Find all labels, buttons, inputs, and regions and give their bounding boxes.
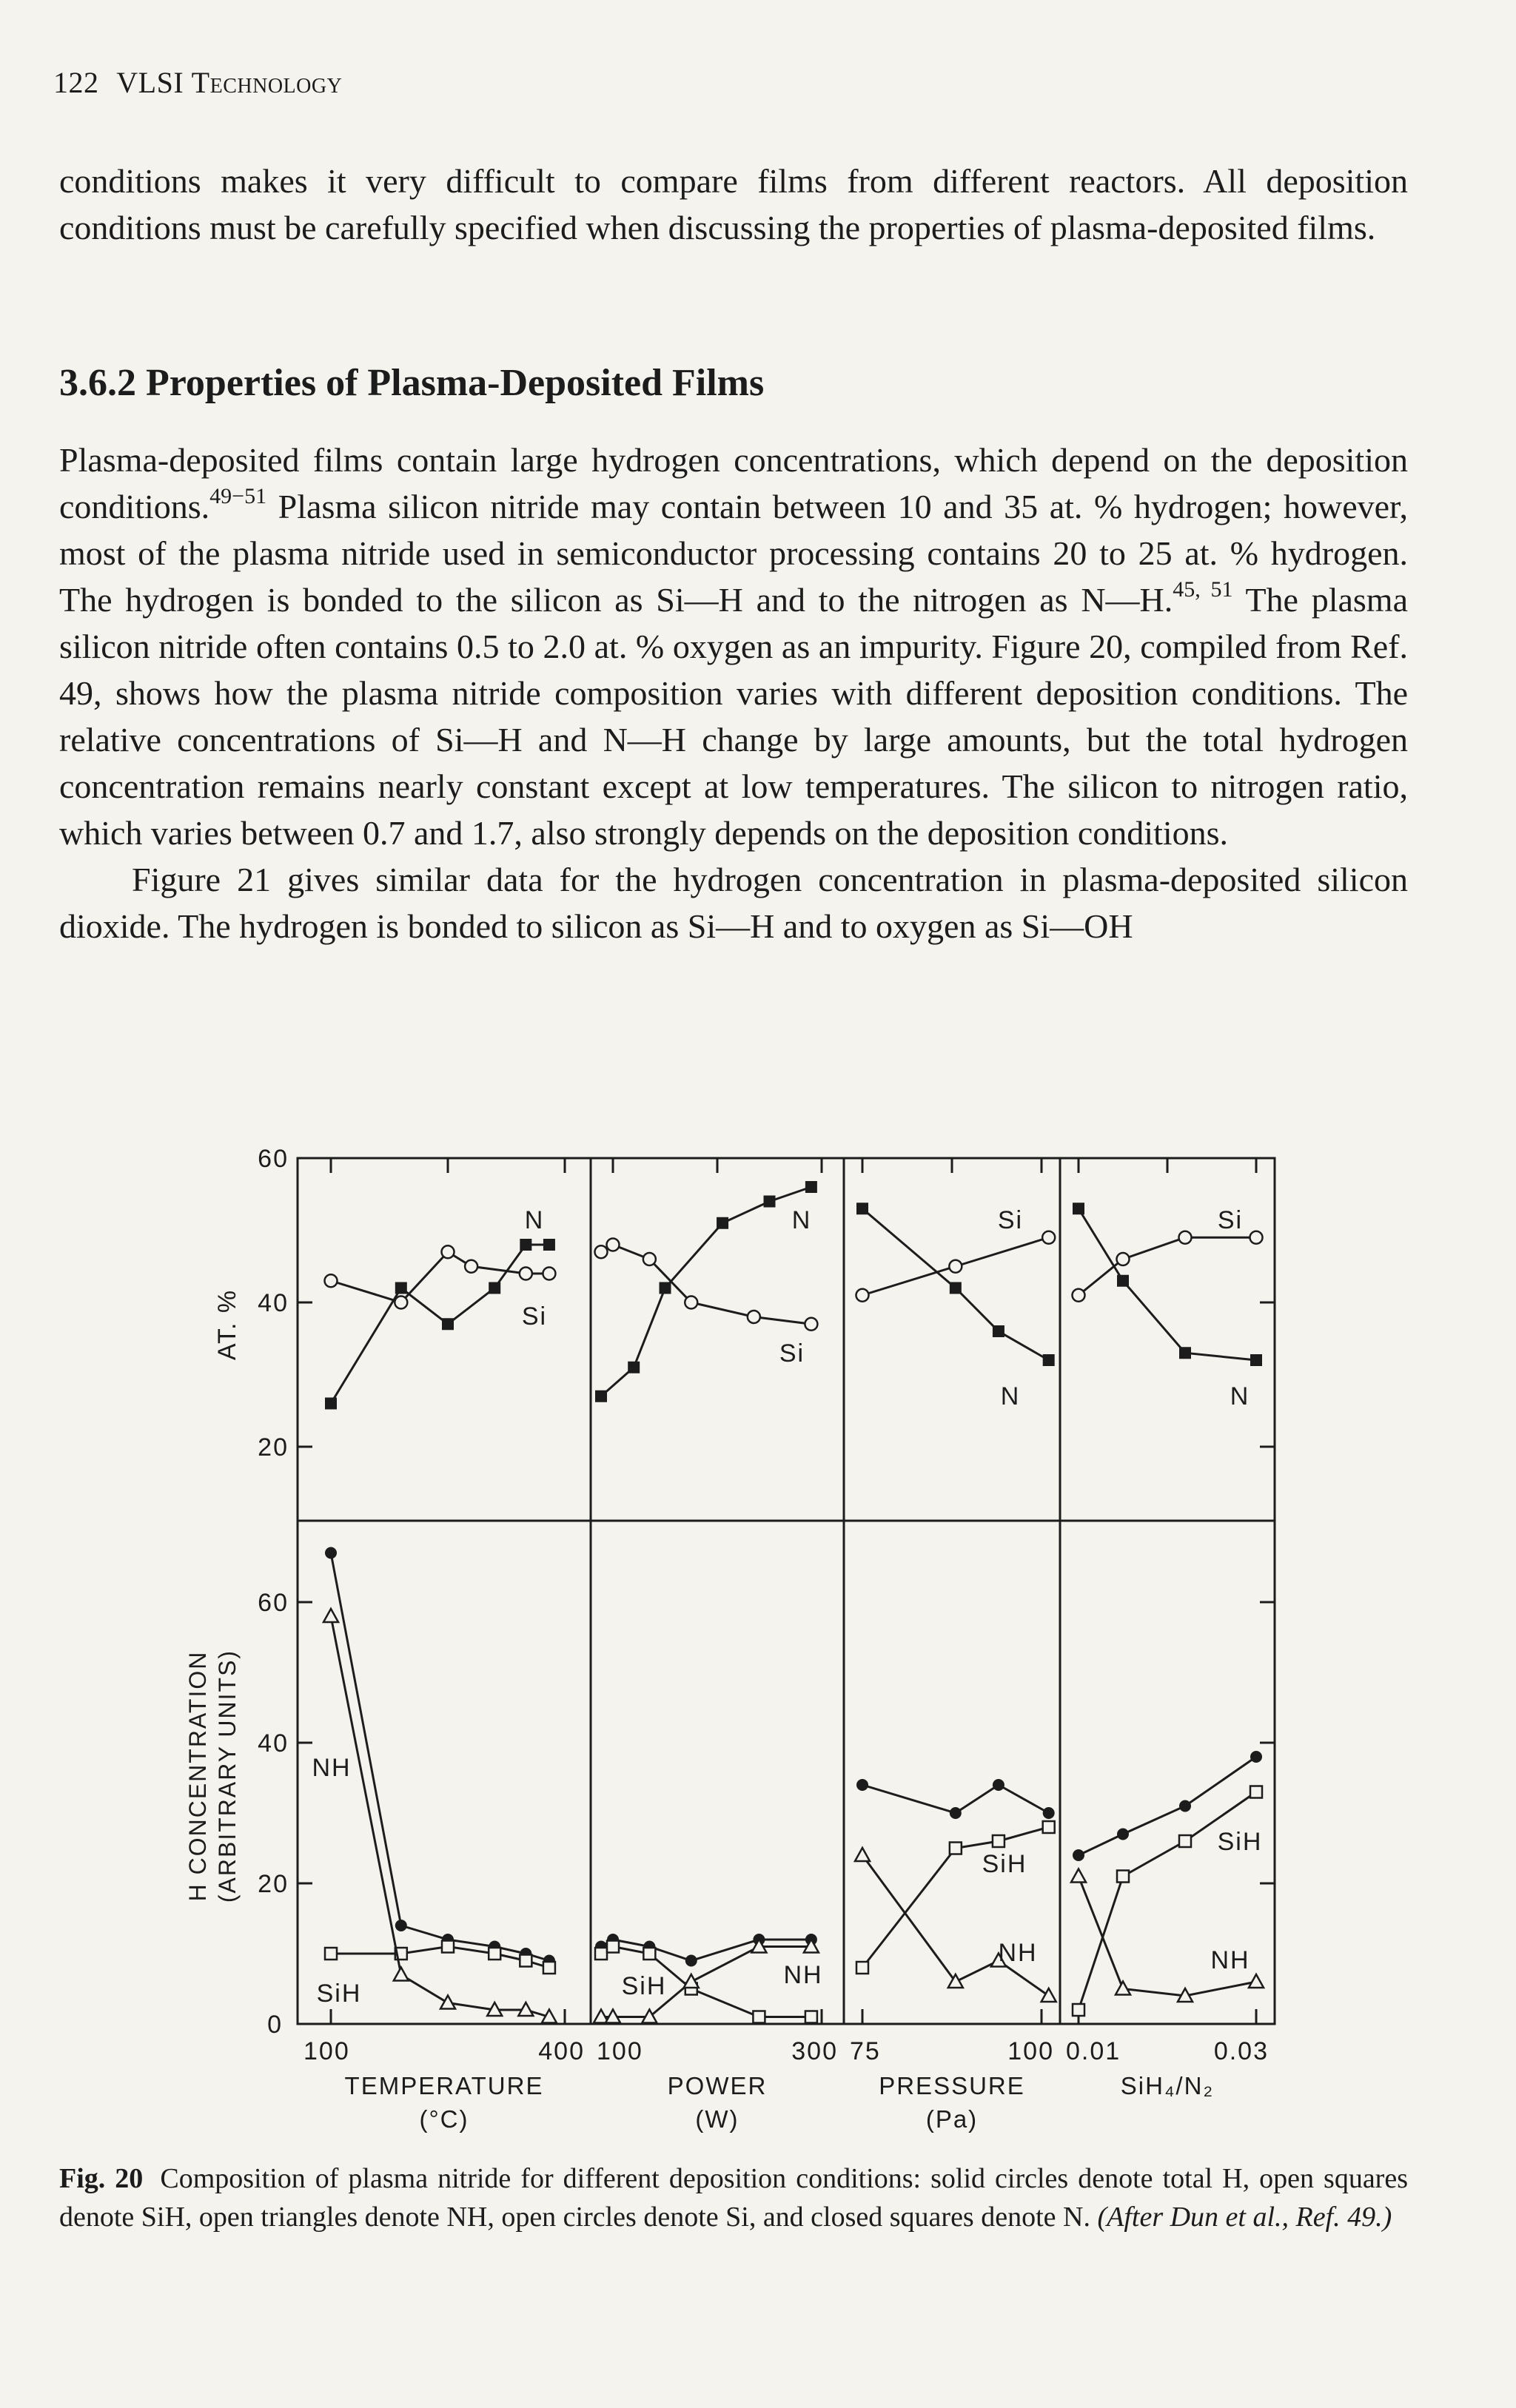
marker-open-square [1073,2004,1084,2016]
series-label-NH: NH [1210,1946,1250,1974]
series-NH-line [1079,1877,1256,1997]
reference-superscript-b: 45, 51 [1173,576,1233,602]
running-title-prefix: VLSI [116,66,184,99]
marker-open-circle [395,1297,407,1309]
series-label-NH: NH [312,1754,352,1782]
x-tick-label: 100 [597,2037,643,2065]
x-axis-title-units: (W) [695,2105,739,2133]
marker-closed-square [489,1282,500,1294]
y-tick-label-bottom: 0 [267,2011,283,2039]
series-label-SiH: SiH [621,1972,667,2000]
x-tick-label: 400 [538,2037,585,2065]
x-axis-title: PRESSURE [879,2072,1025,2099]
marker-closed-square [717,1217,728,1229]
marker-closed-square [543,1239,555,1251]
marker-open-square [805,2011,817,2023]
marker-open-square [1043,1821,1055,1833]
marker-open-circle [1179,1231,1192,1244]
series-Si-line [1079,1237,1256,1295]
x-tick-label: 100 [1007,2037,1054,2065]
marker-closed-square [1043,1354,1055,1366]
series-label-NH: NH [783,1961,823,1989]
caption-label: Fig. 20 [59,2163,144,2194]
x-axis-title: POWER [667,2072,768,2099]
series-label-N: N [1230,1382,1250,1410]
series-label-Si: Si [779,1339,805,1368]
series-label-N: N [524,1206,545,1234]
x-axis-title: TEMPERATURE [344,2072,544,2099]
marker-open-square [1117,1871,1129,1883]
marker-open-circle [1073,1289,1085,1302]
marker-open-circle [520,1268,532,1280]
series-label-Si: Si [521,1302,548,1331]
marker-solid-circle [1117,1829,1129,1840]
marker-open-square [643,1948,655,1960]
marker-open-square [442,1941,454,1953]
x-tick-label: 75 [850,2037,881,2065]
marker-open-square [993,1835,1004,1847]
running-title-rest: Technology [191,66,343,99]
paragraph-1-text: conditions makes it very difficult to compare films from different reactors. All deposition conditions must be carefully specified when discussing the properties of plasma-deposited films. [59,162,1408,246]
marker-closed-square [628,1362,640,1373]
marker-open-triangle [1071,1869,1086,1883]
marker-closed-square [442,1318,454,1330]
y-tick-label-top: 20 [258,1433,289,1462]
marker-open-square [950,1843,962,1854]
series-label-SiH: SiH [1217,1828,1263,1856]
marker-open-circle [748,1311,760,1323]
x-tick-label: 300 [791,2037,838,2065]
x-axis-title: SiH₄/N₂ [1120,2072,1215,2099]
marker-open-circle [325,1274,338,1287]
marker-closed-square [993,1325,1004,1337]
marker-open-triangle [684,1974,699,1988]
reference-superscript-a: 49−51 [209,483,267,508]
marker-open-triangle [1042,1988,1056,2002]
body-text [59,437,1408,949]
marker-open-circle [1250,1231,1263,1244]
marker-open-circle [442,1245,455,1258]
marker-closed-square [856,1203,868,1214]
marker-open-square [543,1962,555,1974]
series-label-SiH: SiH [982,1850,1027,1878]
marker-open-triangle [1116,1982,1130,1995]
series-SiH-line [331,1947,549,1968]
paragraph-2-part-c: The plasma silicon nitride often contains 0.5 to 2.0 at. % oxygen as an impurity. Figure 20, compiled from Ref. 49, shows how the plasma nitride composition varies with different deposition conditions. The relative concentrations of Si—H and N—H change by large amounts, but the total hydrogen concentration remains nearly constant except at low temperatures. The silicon to nitrogen ratio, which varies between 0.7 and 1.7, also strongly depends on the deposition conditions. [59,581,1409,852]
marker-closed-square [950,1282,962,1294]
paragraph-2 [59,437,1408,856]
marker-solid-circle [1043,1807,1055,1819]
marker-solid-circle [325,1547,337,1559]
marker-closed-square [1179,1347,1191,1359]
series-Si-line [601,1245,811,1324]
y-axis-title-top: AT. % [213,1288,241,1361]
marker-open-square [607,1941,619,1953]
y-tick-label-bottom: 40 [258,1729,289,1758]
marker-open-square [595,1948,607,1960]
marker-open-circle [685,1297,697,1309]
paragraph-2-part-b: Plasma silicon nitride may contain between 10 and 35 at. % hydrogen; however, most of the plasma nitride used in semiconductor processing contains 20 to 25 at. % hydrogen. The hydrogen is bonded to the silicon as Si—H and to the nitrogen as N—H. [59,488,1408,619]
page-number: 122 [53,66,99,99]
marker-open-circle [949,1260,962,1273]
marker-open-square [1179,1835,1191,1847]
marker-open-circle [595,1245,608,1258]
marker-closed-square [805,1181,817,1193]
figure-caption [59,2159,1408,2236]
series-label-N: N [1000,1382,1021,1410]
marker-closed-square [1250,1354,1262,1366]
series-NH-line [331,1616,549,2017]
marker-open-triangle [394,1968,409,1981]
marker-closed-square [660,1282,671,1294]
marker-solid-circle [993,1779,1004,1791]
y-tick-label-top: 60 [258,1145,289,1173]
marker-solid-circle [395,1920,407,1931]
y-axis-title-bottom-line1: H CONCENTRATION [184,1650,211,1902]
caption-citation: (After Dun et al., Ref. 49.) [1097,2202,1392,2233]
marker-solid-circle [950,1807,962,1819]
marker-closed-square [395,1282,407,1294]
section-heading: 3.6.2 Properties of Plasma-Deposited Films [59,362,765,404]
marker-closed-square [1117,1275,1129,1287]
marker-solid-circle [685,1955,697,1967]
marker-open-circle [1117,1253,1130,1265]
marker-open-circle [856,1289,869,1302]
series-label-Si: Si [997,1206,1024,1234]
marker-open-circle [465,1260,477,1273]
marker-closed-square [1073,1203,1084,1214]
marker-open-circle [643,1253,656,1265]
x-axis-title-units: (Pa) [925,2105,979,2133]
marker-closed-square [325,1398,337,1410]
x-tick-label: 0.01 [1066,2037,1121,2065]
series-label-Si: Si [1217,1206,1244,1234]
figure-20-chart [0,1125,1516,2146]
marker-open-triangle [440,1996,455,2009]
series-N-line [331,1245,549,1404]
y-tick-label-top: 40 [258,1289,289,1317]
paragraph-3: Figure 21 gives similar data for the hydrogen concentration in plasma-deposited silicon dioxide. The hydrogen is bonded to silicon as Si—H and to oxygen as Si—OH [59,861,1408,945]
series-label-N: N [791,1206,812,1234]
marker-open-square [753,2011,765,2023]
marker-open-square [325,1948,337,1960]
x-tick-label: 100 [303,2037,350,2065]
series-label-NH: NH [998,1939,1038,1967]
paragraph-1 [59,158,1408,251]
series-total-H-line [331,1553,549,1961]
marker-open-circle [805,1318,817,1331]
marker-open-triangle [323,1609,338,1622]
marker-open-square [1250,1786,1262,1798]
marker-open-circle [543,1268,555,1280]
series-SiH-line [1079,1792,1256,2011]
x-tick-label: 0.03 [1213,2037,1269,2065]
x-axis-title-units: (°C) [419,2105,469,2133]
y-tick-label-bottom: 20 [258,1870,289,1898]
marker-solid-circle [1250,1751,1262,1763]
marker-solid-circle [856,1779,868,1791]
running-head [53,65,342,100]
caption-text: Composition of plasma nitride for different deposition conditions: solid circles denote total H, open squares denote SiH, open triangles denote NH, open circles denote Si, and closed squares denote N. [59,2163,1408,2233]
marker-open-triangle [855,1848,870,1861]
paragraph-2-part-a: Plasma-deposited films contain large hydrogen concentrations, which depend on the deposition conditions. [59,441,1408,525]
series-label-SiH: SiH [316,1980,362,2008]
marker-open-square [520,1955,531,1967]
marker-closed-square [520,1239,531,1251]
marker-solid-circle [1073,1849,1084,1861]
marker-open-circle [607,1239,620,1251]
marker-open-square [489,1948,500,1960]
y-tick-label-bottom: 60 [258,1589,289,1617]
marker-closed-square [595,1390,607,1402]
marker-open-triangle [1249,1974,1264,1988]
marker-closed-square [764,1196,776,1208]
marker-open-square [856,1962,868,1974]
y-axis-title-bottom-line2: (ARBITRARY UNITS) [214,1649,241,1903]
marker-open-circle [1042,1231,1055,1244]
marker-solid-circle [1179,1800,1191,1812]
